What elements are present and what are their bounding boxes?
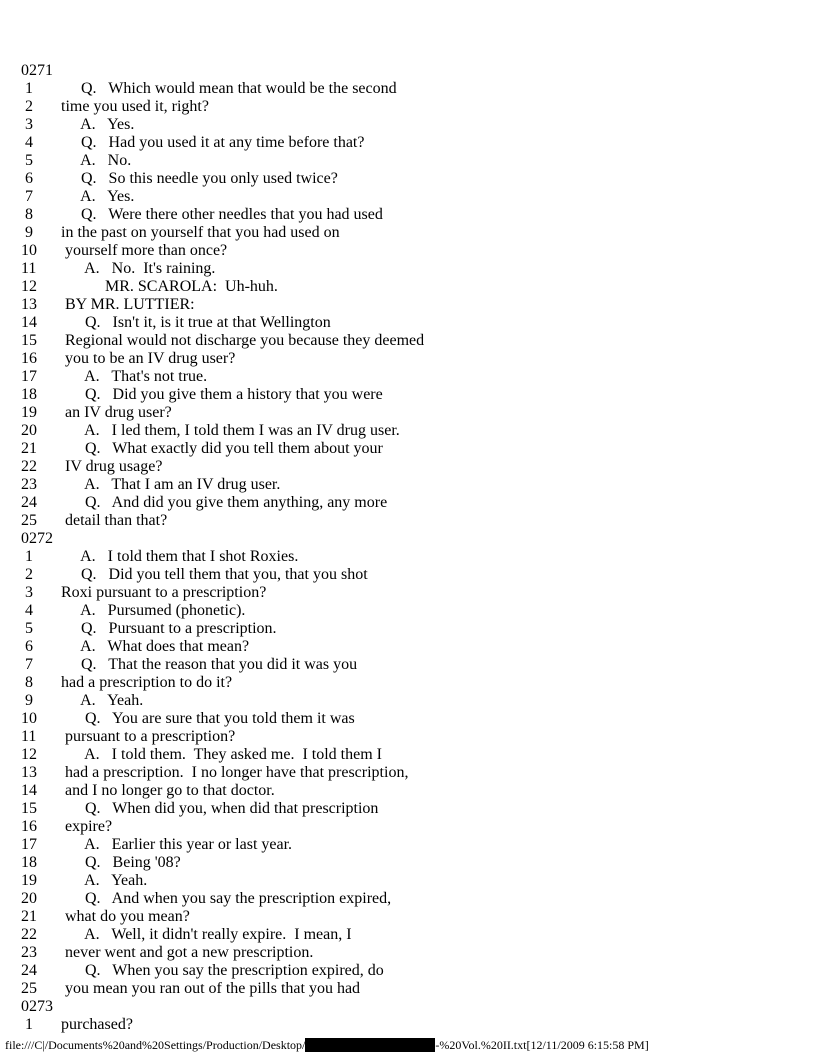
line-number: 21 — [21, 440, 37, 457]
line-number: 12 — [21, 746, 37, 763]
line-number: 17 — [21, 368, 37, 385]
line-number: 6 — [21, 170, 33, 187]
line-text: A. Yeah. — [57, 872, 148, 889]
line-text: A. What does that mean? — [57, 638, 250, 655]
line-text: in the past on yourself that you had used on — [57, 224, 340, 241]
line-text: pursuant to a prescription? — [57, 728, 236, 745]
page-number-label: 0272 — [21, 530, 53, 547]
line-number: 25 — [21, 980, 37, 997]
line-text: Q. When did you, when did that prescription — [57, 800, 379, 817]
line-text: and I no longer go to that doctor. — [57, 782, 275, 799]
line-number: 5 — [21, 620, 33, 637]
line-text: Q. Did you tell them that you, that you shot — [57, 566, 368, 583]
line-number: 9 — [21, 224, 33, 241]
line-number: 4 — [21, 602, 33, 619]
line-text: yourself more than once? — [57, 242, 228, 259]
line-text: A. I led them, I told them I was an IV drug user. — [57, 422, 400, 439]
line-text: A. That I am an IV drug user. — [57, 476, 281, 493]
page-footer — [5, 1038, 649, 1052]
line-number: 1 — [21, 1016, 33, 1033]
line-text: you mean you ran out of the pills that you had — [57, 980, 361, 997]
redaction-box — [305, 1038, 435, 1052]
line-text: Q. Which would mean that would be the second — [57, 80, 397, 97]
page-number-label: 0271 — [21, 62, 53, 79]
line-text: Q. Pursuant to a prescription. — [57, 620, 277, 637]
line-text: Q. So this needle you only used twice? — [57, 170, 338, 187]
footer-path-suffix: -%20Vol.%20II.txt[12/11/2009 6:15:58 PM] — [435, 1038, 649, 1052]
line-text: A. I told them that I shot Roxies. — [57, 548, 299, 565]
footer-path-prefix: file:///C|/Documents%20and%20Settings/Production/Desktop/ — [5, 1038, 306, 1052]
line-text: A. No. It's raining. — [57, 260, 216, 277]
line-number: 14 — [21, 314, 37, 331]
line-text: BY MR. LUTTIER: — [57, 296, 195, 313]
line-text: A. That's not true. — [57, 368, 208, 385]
line-text: MR. SCAROLA: Uh-huh. — [57, 278, 278, 295]
line-number: 22 — [21, 458, 37, 475]
line-text: A. Yes. — [57, 188, 135, 205]
line-number: 24 — [21, 962, 37, 979]
line-number: 1 — [21, 548, 33, 565]
line-text: Q. Were there other needles that you had used — [57, 206, 383, 223]
line-number: 11 — [21, 260, 37, 277]
line-text: Q. You are sure that you told them it was — [57, 710, 355, 727]
line-number: 14 — [21, 782, 37, 799]
line-number: 23 — [21, 944, 37, 961]
line-number: 8 — [21, 206, 33, 223]
line-text: Q. Isn't it, is it true at that Wellington — [57, 314, 331, 331]
line-number: 13 — [21, 296, 37, 313]
line-text: Roxi pursuant to a prescription? — [57, 584, 267, 601]
line-number: 3 — [21, 116, 33, 133]
line-number: 18 — [21, 386, 37, 403]
line-text: Q. That the reason that you did it was you — [57, 656, 358, 673]
line-number: 6 — [21, 638, 33, 655]
line-text: an IV drug user? — [57, 404, 172, 421]
line-text: Regional would not discharge you because they deemed — [57, 332, 425, 349]
page-number-label: 0273 — [21, 998, 53, 1015]
line-number: 3 — [21, 584, 33, 601]
line-number: 20 — [21, 422, 37, 439]
line-text: Q. Did you give them a history that you were — [57, 386, 383, 403]
line-text: A. Yes. — [57, 116, 135, 133]
line-number: 21 — [21, 908, 37, 925]
line-text: had a prescription to do it? — [57, 674, 233, 691]
line-text: time you used it, right? — [57, 98, 209, 115]
line-number: 2 — [21, 566, 33, 583]
line-number: 25 — [21, 512, 37, 529]
line-text: IV drug usage? — [57, 458, 163, 475]
line-text: what do you mean? — [57, 908, 190, 925]
line-number: 10 — [21, 710, 37, 727]
line-text: Q. Being '08? — [57, 854, 181, 871]
line-number: 4 — [21, 134, 33, 151]
line-text: Q. When you say the prescription expired, do — [57, 962, 384, 979]
line-number: 16 — [21, 818, 37, 835]
line-text: Q. And when you say the prescription expired, — [57, 890, 392, 907]
line-number: 19 — [21, 872, 37, 889]
line-text: expire? — [57, 818, 113, 835]
line-number: 17 — [21, 836, 37, 853]
line-text: A. No. — [57, 152, 132, 169]
line-number: 2 — [21, 98, 33, 115]
line-text: Q. What exactly did you tell them about your — [57, 440, 383, 457]
line-text: never went and got a new prescription. — [57, 944, 314, 961]
line-number: 22 — [21, 926, 37, 943]
line-text: detail than that? — [57, 512, 168, 529]
line-number: 7 — [21, 188, 33, 205]
line-number: 12 — [21, 278, 37, 295]
line-number: 10 — [21, 242, 37, 259]
line-text: A. Pursumed (phonetic). — [57, 602, 246, 619]
line-number: 15 — [21, 332, 37, 349]
line-number: 13 — [21, 764, 37, 781]
line-number: 19 — [21, 404, 37, 421]
line-number: 5 — [21, 152, 33, 169]
line-number: 23 — [21, 476, 37, 493]
line-text: had a prescription. I no longer have that prescription, — [57, 764, 409, 781]
line-number: 15 — [21, 800, 37, 817]
line-text: A. Earlier this year or last year. — [57, 836, 293, 853]
line-number: 9 — [21, 692, 33, 709]
line-number: 8 — [21, 674, 33, 691]
line-text: Q. Had you used it at any time before that? — [57, 134, 365, 151]
line-number: 16 — [21, 350, 37, 367]
line-text: purchased? — [57, 1016, 133, 1033]
line-text: A. Yeah. — [57, 692, 144, 709]
line-number: 1 — [21, 80, 33, 97]
line-number: 11 — [21, 728, 37, 745]
line-number: 24 — [21, 494, 37, 511]
line-text: A. I told them. They asked me. I told them I — [57, 746, 382, 763]
line-number: 7 — [21, 656, 33, 673]
line-text: A. Well, it didn't really expire. I mean, I — [57, 926, 352, 943]
line-text: Q. And did you give them anything, any more — [57, 494, 388, 511]
line-text: you to be an IV drug user? — [57, 350, 236, 367]
line-number: 20 — [21, 890, 37, 907]
line-number: 18 — [21, 854, 37, 871]
